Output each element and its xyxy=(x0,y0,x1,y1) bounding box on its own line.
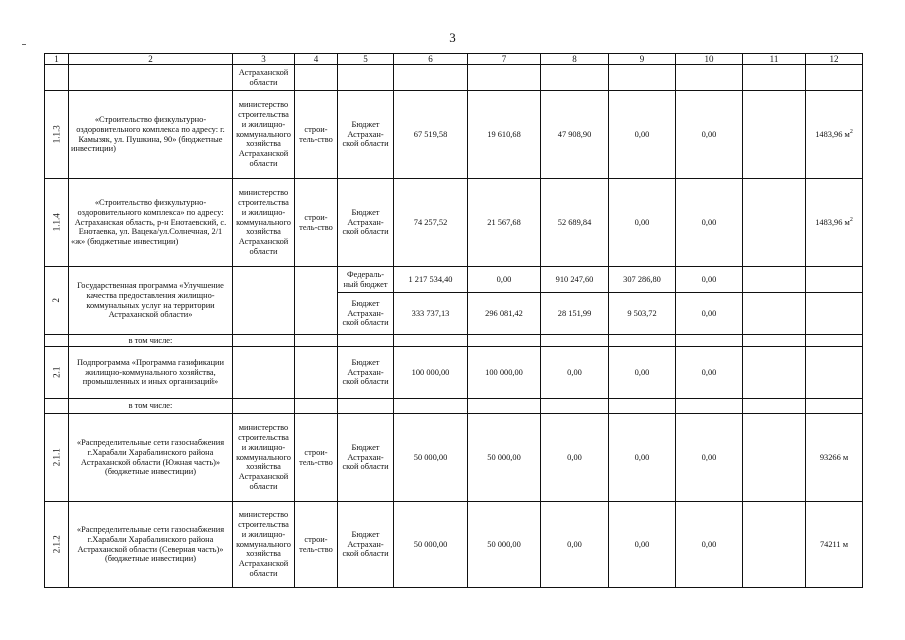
value-cell: 52 689,84 xyxy=(541,179,609,267)
value-cell: 0,00 xyxy=(676,414,743,502)
type-cell: строи-тель-ство xyxy=(295,502,338,588)
subheading: в том числе: xyxy=(69,335,233,347)
table-row xyxy=(45,179,863,267)
row-number: 2.1.2 xyxy=(45,502,69,588)
type-cell: строи-тель-ство xyxy=(295,179,338,267)
value-cell: 0,00 xyxy=(676,267,743,293)
value-cell: 307 286,80 xyxy=(609,267,676,293)
value-cell: 0,00 xyxy=(541,347,609,399)
value-cell: 333 737,13 xyxy=(394,293,468,335)
source-cell: Бюджет Астрахан-ской области xyxy=(338,502,394,588)
table-row xyxy=(45,267,863,293)
source-cell: Бюджет Астрахан-ской области xyxy=(338,179,394,267)
item-name: Государственная программа «Улучшение качества предоставления жилищно-коммунальных услуг на территории Астраханской области» xyxy=(69,267,233,335)
item-name: «Распределительные сети газоснабжения г.Харабали Харабалинского района Астраханской области (Северная часть)» (бюджетные инвестиции) xyxy=(69,502,233,588)
source-cell: Федераль-ный бюджет xyxy=(338,267,394,293)
header-cell: 11 xyxy=(743,54,806,65)
value-cell: 50 000,00 xyxy=(468,502,541,588)
value-cell: 0,00 xyxy=(609,91,676,179)
value-cell: 1 217 534,40 xyxy=(394,267,468,293)
table-row xyxy=(45,347,863,399)
row-number: 2.1 xyxy=(45,347,69,399)
value-cell: 28 151,99 xyxy=(541,293,609,335)
value-cell: 0,00 xyxy=(676,502,743,588)
margin-mark xyxy=(22,44,26,45)
value-cell: 47 908,90 xyxy=(541,91,609,179)
header-cell: 5 xyxy=(338,54,394,65)
value-cell: 50 000,00 xyxy=(394,502,468,588)
item-name: «Распределительные сети газоснабжения г.Харабали Харабалинского района Астраханской области (Южная часть)» (бюджетные инвестиции) xyxy=(69,414,233,502)
header-cell: 1 xyxy=(45,54,69,65)
value-cell: 0,00 xyxy=(676,293,743,335)
value-cell: 0,00 xyxy=(541,502,609,588)
value-cell: 100 000,00 xyxy=(394,347,468,399)
capacity-cell: 1483,96 $м^2$ xyxy=(806,179,863,267)
page-number: 3 xyxy=(449,30,456,45)
item-name: «Строительство физкультурно-оздоровительного комплекса» по адресу: Астраханская область, р-н Енотаевский, с. Енотаевка, ул. Вацека/ул.Солнечная, 2/1 «ж» (бюджетные инвестиции) xyxy=(69,179,233,267)
table-row xyxy=(45,502,863,588)
header-cell: 10 xyxy=(676,54,743,65)
source-cell: Бюджет Астрахан-ской области xyxy=(338,347,394,399)
row-number: 2 xyxy=(45,267,69,335)
executor-cell: министерство строительства и жилищно-коммунального хозяйства Астраханской области xyxy=(233,179,295,267)
value-cell: 67 519,58 xyxy=(394,91,468,179)
value-cell: 0,00 xyxy=(609,179,676,267)
value-cell: 0,00 xyxy=(541,414,609,502)
value-cell xyxy=(743,414,806,502)
header-cell: 6 xyxy=(394,54,468,65)
row-number: 2.1.1 xyxy=(45,414,69,502)
value-cell xyxy=(743,91,806,179)
value-cell: 0,00 xyxy=(609,347,676,399)
value-cell: 50 000,00 xyxy=(394,414,468,502)
value-cell: 100 000,00 xyxy=(468,347,541,399)
value-cell: 0,00 xyxy=(676,347,743,399)
header-cell: 2 xyxy=(69,54,233,65)
row-number: 1.1.4 xyxy=(45,179,69,267)
table-row xyxy=(45,91,863,179)
length-cell: 93266 м xyxy=(806,414,863,502)
value-cell: 21 567,68 xyxy=(468,179,541,267)
header-cell: 3 xyxy=(233,54,295,65)
header-cell: 9 xyxy=(609,54,676,65)
value-cell: 0,00 xyxy=(609,502,676,588)
table-row xyxy=(45,335,863,347)
item-name: «Строительство физкультурно-оздоровительного комплекса по адресу: г. Камызяк, ул. Пушкина, 90» (бюджетные инвестиции) xyxy=(69,91,233,179)
item-name: Подпрограмма «Программа газификации жилищно-коммунального хозяйства, промышленных и иных организаций» xyxy=(69,347,233,399)
source-cell: Бюджет Астрахан-ской области xyxy=(338,91,394,179)
value-cell xyxy=(743,502,806,588)
executor-cell: Астраханской области xyxy=(233,65,295,91)
capacity-cell: 1483,96 $м^2$ xyxy=(806,91,863,179)
table-row xyxy=(45,414,863,502)
subheading: в том числе: xyxy=(69,399,233,414)
value-cell: 0,00 xyxy=(676,179,743,267)
header-cell: 4 xyxy=(295,54,338,65)
value-cell: 0,00 xyxy=(468,267,541,293)
length-cell: 74211 м xyxy=(806,502,863,588)
source-cell: Бюджет Астрахан-ской области xyxy=(338,293,394,335)
value-cell: 0,00 xyxy=(676,91,743,179)
type-cell: строи-тель-ство xyxy=(295,414,338,502)
row-number: 1.1.3 xyxy=(45,91,69,179)
value-cell xyxy=(743,179,806,267)
source-cell: Бюджет Астрахан-ской области xyxy=(338,414,394,502)
header-row xyxy=(45,54,863,65)
type-cell: строи-тель-ство xyxy=(295,91,338,179)
program-table xyxy=(44,53,863,588)
value-cell: 296 081,42 xyxy=(468,293,541,335)
value-cell: 0,00 xyxy=(609,414,676,502)
executor-cell: министерство строительства и жилищно-коммунального хозяйства Астраханской области xyxy=(233,502,295,588)
value-cell: 19 610,68 xyxy=(468,91,541,179)
table-row xyxy=(45,399,863,414)
header-cell: 12 xyxy=(806,54,863,65)
value-cell: 9 503,72 xyxy=(609,293,676,335)
value-cell: 50 000,00 xyxy=(468,414,541,502)
table-row xyxy=(45,65,863,91)
value-cell: 74 257,52 xyxy=(394,179,468,267)
header-cell: 8 xyxy=(541,54,609,65)
header-cell: 7 xyxy=(468,54,541,65)
executor-cell: министерство строительства и жилищно-коммунального хозяйства Астраханской области xyxy=(233,91,295,179)
executor-cell: министерство строительства и жилищно-коммунального хозяйства Астраханской области xyxy=(233,414,295,502)
value-cell: 910 247,60 xyxy=(541,267,609,293)
